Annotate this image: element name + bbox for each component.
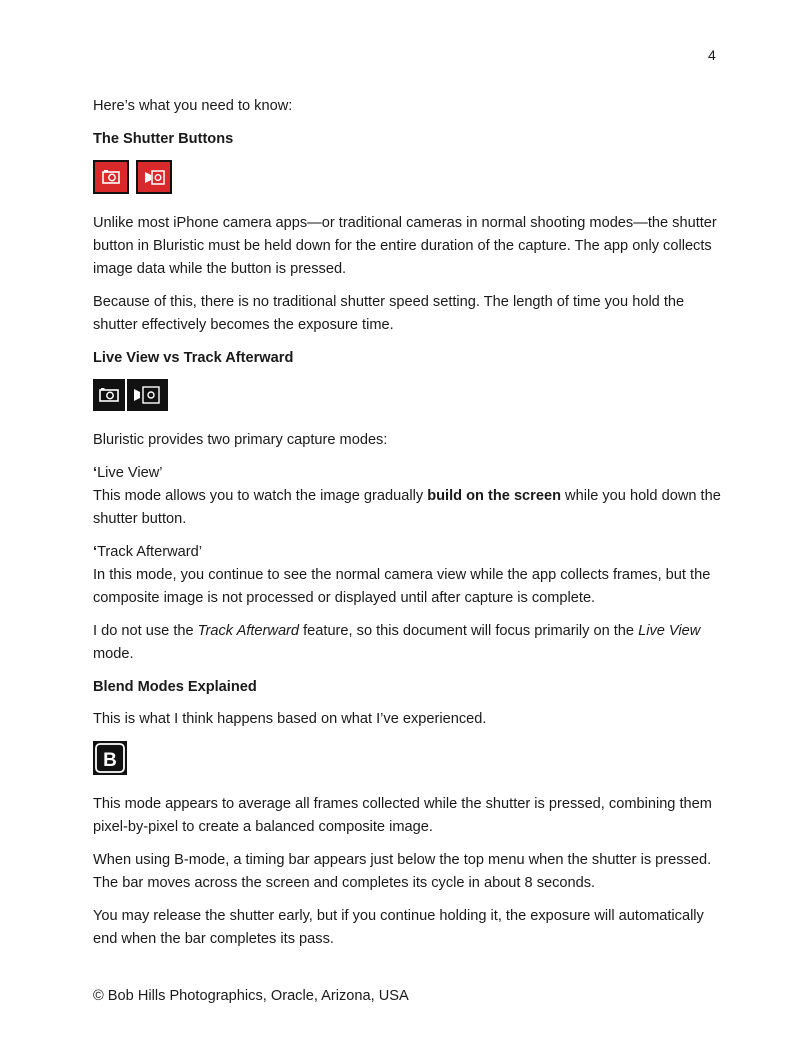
footer-copyright: © Bob Hills Photographics, Oracle, Arizona, USA [93,988,409,1004]
page-number: 4 [708,47,716,63]
note-text-2: feature, so this document will focus primarily on the [299,623,639,639]
document-body [93,95,721,961]
section-heading-blend-modes: Blend Modes Explained [93,679,257,695]
note-text-3: mode. [93,646,134,662]
shutter-icons-row [93,160,721,202]
camera-shutter-icon [93,160,129,202]
live-view-title-text: Live View’ [97,465,163,481]
live-view-title [93,462,721,485]
track-afterward-title [93,541,721,564]
shutter-paragraph-1: Unlike most iPhone camera apps—or traditional cameras in normal shooting modes—the shutter button in Bluristic must be held down for the entire duration of the capture. The app only collects image data while the button is pressed. [93,215,717,277]
live-view-camera-icon [93,379,125,419]
live-view-desc-bold: build on the screen [427,488,561,504]
blend-intro: This is what I think happens based on what I’ve experienced. [93,711,487,727]
b-mode-icon [93,741,127,783]
live-view-desc-text-2: while you hold down the shutter button. [93,488,721,527]
capture-modes-intro: Bluristic provides two primary capture modes: [93,432,388,448]
live-view-title-mark: ‘ [93,465,98,481]
track-afterward-description: In this mode, you continue to see the normal camera view while the app collects frames, but the composite image is not processed or displayed until after capture is complete. [93,567,711,606]
blend-paragraph-1: This mode appears to average all frames collected while the shutter is pressed, combining them pixel-by-pixel to create a balanced composite image. [93,796,712,835]
blend-icon-row [93,741,721,783]
video-shutter-icon [136,160,172,202]
section-heading-capture-modes: Live View vs Track Afterward [93,350,294,366]
track-afterward-title-text: Track Afterward’ [97,544,202,560]
live-view-description [93,485,721,531]
note-emphasis-live: Live View [638,623,701,639]
blend-paragraph-2: When using B-mode, a timing bar appears just below the top menu when the shutter is pressed. The bar moves across the screen and completes its cycle in about 8 seconds. [93,852,712,891]
mode-preference-note [93,620,721,666]
live-view-desc-text-1: This mode allows you to watch the image gradually [93,488,428,504]
section-heading-shutter: The Shutter Buttons [93,131,234,147]
note-emphasis-track: Track Afterward [197,623,300,639]
track-afterward-icon [127,379,168,419]
note-text-1: I do not use the [93,623,198,639]
b-mode-icon-letter: B [103,750,117,771]
blend-paragraph-3: You may release the shutter early, but if you continue holding it, the exposure will automatically end when the bar completes its pass. [93,908,704,947]
shutter-paragraph-2: Because of this, there is no traditional shutter speed setting. The length of time you hold the shutter effectively becomes the exposure time. [93,294,685,333]
track-afterward-title-mark: ‘ [93,544,98,560]
capture-mode-icons-row [93,379,721,419]
intro-text: Here’s what you need to know: [93,98,293,114]
